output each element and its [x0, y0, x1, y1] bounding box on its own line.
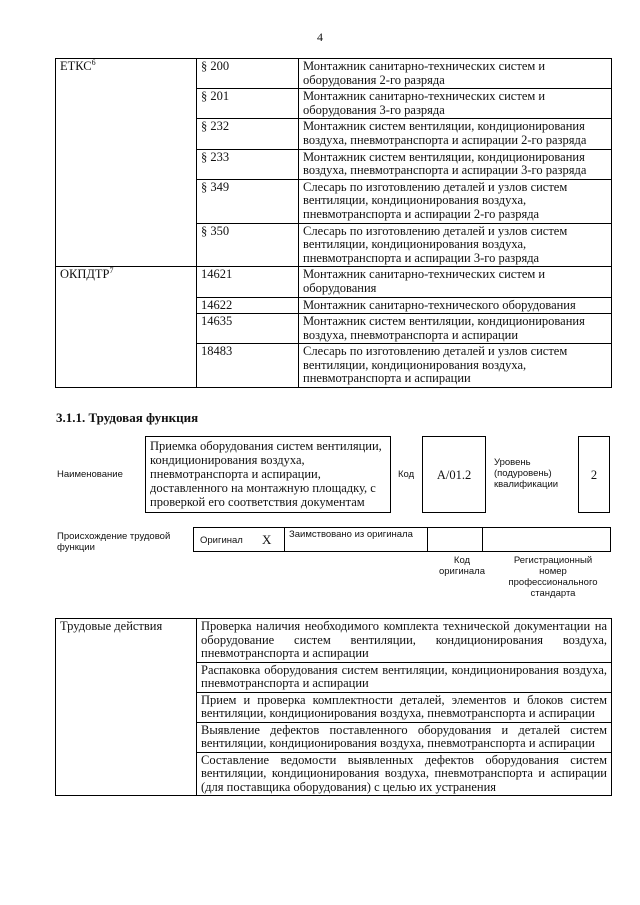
level-box	[578, 436, 610, 513]
reference-code: § 349	[197, 179, 299, 223]
reference-name: Слесарь по изготовлению деталей и узлов систем вентиляции, кондиционирования воздуха, пневмотранспорта и аспирации 3-го разряда	[299, 223, 612, 267]
labor-action-item: Распаковка оборудования систем вентиляции, кондиционирования воздуха, пневмотранспорта и аспирации	[197, 662, 612, 692]
original-cell	[194, 528, 285, 551]
labor-actions-table	[55, 618, 612, 796]
borrowed-cell	[284, 528, 428, 551]
code-original-cell	[427, 528, 483, 551]
borrowed-label: Заимствовано из оригинала	[289, 529, 413, 540]
code-original-caption: Код оригинала	[438, 555, 485, 577]
reference-group-label	[56, 267, 197, 388]
function-name: Приемка оборудования систем вентиляции, кондиционирования воздуха, пневмотранспорта и аспирации, доставленного на монтажную площадку, с проверкой его соответствия документам	[150, 439, 382, 509]
labor-action-item: Составление ведомости выявленных дефектов оборудования систем вентиляции, кондиционирования воздуха, пневмотранспорта и аспирации (для поставщика оборудования) с целью их устранения	[197, 752, 612, 796]
labor-action-row	[56, 619, 612, 663]
original-label: Оригинал	[200, 535, 243, 546]
qualification-references-table	[55, 58, 612, 388]
reg-number-caption: Регистрационный номер профессионального стандарта	[508, 555, 598, 599]
reference-group-label	[56, 59, 197, 267]
function-name-box	[145, 436, 391, 513]
reference-name: Монтажник систем вентиляции, кондиционирования воздуха, пневмотранспорта и аспирации	[299, 314, 612, 344]
reference-name: Слесарь по изготовлению деталей и узлов систем вентиляции, кондиционирования воздуха, пневмотранспорта и аспирации 2-го разряда	[299, 179, 612, 223]
reference-code: 14622	[197, 297, 299, 314]
group-label-text: ОКПДТР	[60, 267, 110, 282]
origin-row	[193, 527, 611, 552]
footnote-mark: 6	[91, 57, 96, 67]
reference-code: § 200	[197, 59, 299, 89]
name-label: Наименование	[57, 469, 123, 480]
reference-code: § 233	[197, 149, 299, 179]
reference-name: Монтажник санитарно-технического оборудования	[299, 297, 612, 314]
origin-label: Происхождение трудовой функции	[57, 531, 171, 553]
labor-action-item: Проверка наличия необходимого комплекта технической документации на оборудование систем вентиляции, кондиционирования воздуха, пневмотранспорта и аспирации	[197, 619, 612, 663]
reference-code: 14621	[197, 267, 299, 297]
reference-code: 14635	[197, 314, 299, 344]
reference-name: Монтажник санитарно-технических систем и оборудования	[299, 267, 612, 297]
reference-code: § 350	[197, 223, 299, 267]
reference-row	[56, 59, 612, 89]
function-code-box	[422, 436, 486, 513]
section-title: 3.1.1. Трудовая функция	[56, 410, 199, 425]
reference-name: Монтажник систем вентиляции, кондиционирования воздуха, пневмотранспорта и аспирации 3-го разряда	[299, 149, 612, 179]
reference-code: § 201	[197, 89, 299, 119]
reference-name: Монтажник санитарно-технических систем и оборудования 3-го разряда	[299, 89, 612, 119]
labor-action-item: Выявление дефектов поставленного оборудования и деталей систем вентиляции, кондиционирования воздуха, пневмотранспорта и аспирации	[197, 722, 612, 752]
code-label: Код	[398, 469, 415, 480]
reference-row	[56, 267, 612, 297]
original-mark: X	[262, 532, 272, 547]
reference-code: § 232	[197, 119, 299, 149]
page-number: 4	[317, 30, 323, 44]
reference-name: Монтажник систем вентиляции, кондиционирования воздуха, пневмотранспорта и аспирации 2-го разряда	[299, 119, 612, 149]
group-label-text: ЕТКС	[60, 59, 92, 73]
reference-name: Слесарь по изготовлению деталей и узлов систем вентиляции, кондиционирования воздуха, пневмотранспорта и аспирации	[299, 344, 612, 388]
reference-code: 18483	[197, 344, 299, 388]
function-code: A/01.2	[436, 468, 472, 482]
labor-action-item: Прием и проверка комплектности деталей, элементов и блоков систем вентиляции, кондиционирования воздуха, пневмотранспорта и аспирации	[197, 692, 612, 722]
level-value: 2	[590, 468, 598, 482]
reference-name: Монтажник санитарно-технических систем и оборудования 2-го разряда	[299, 59, 612, 89]
labor-actions-label: Трудовые действия	[56, 619, 197, 796]
footnote-mark: 7	[109, 266, 114, 276]
level-label: Уровень (подуровень) квалификации	[494, 457, 559, 490]
